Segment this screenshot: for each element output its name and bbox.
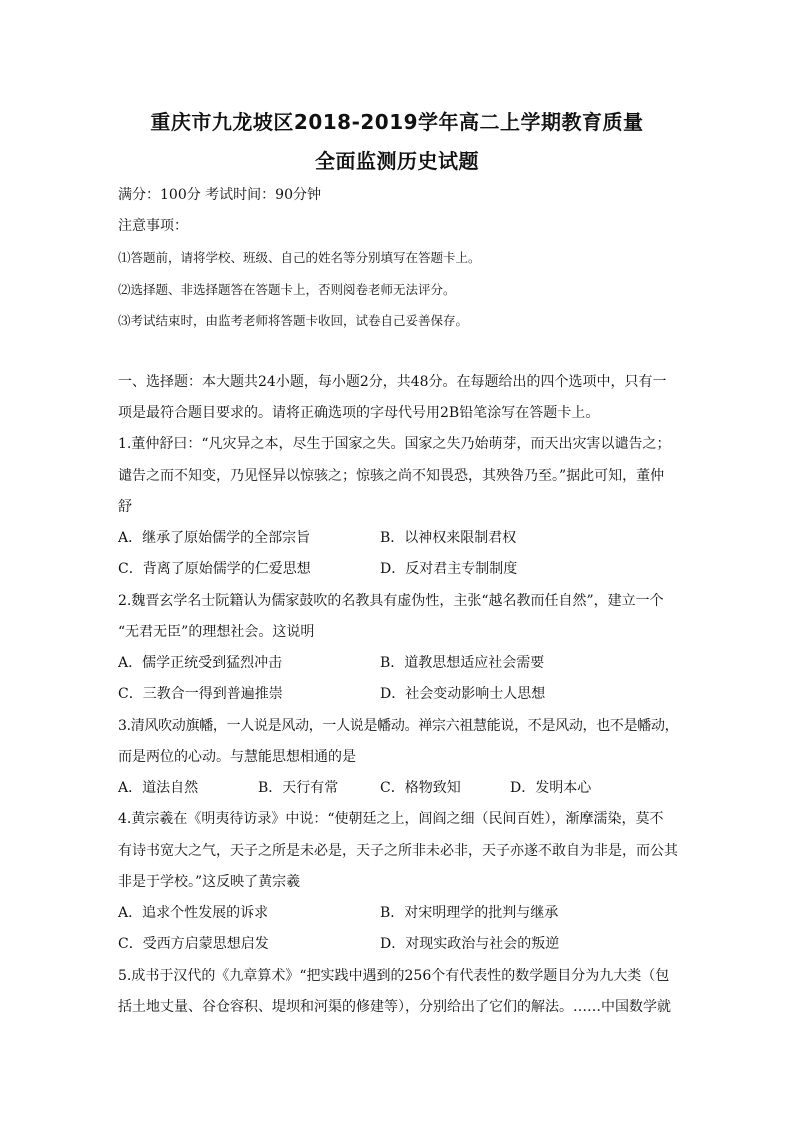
option-b: B．天行有常 (258, 780, 339, 796)
question-5-text: 5.成书于汉代的《九章算术》“把实践中遇到的256个有代表性的数学题目分为九大类（包 (118, 968, 670, 984)
option-d: D．反对君主专制制度 (380, 561, 518, 577)
question-1-text: 1.董仲舒曰：“凡灾异之本，尽生于国家之失。国家之失乃始萌芽，而天出灾害以谴告之； (118, 436, 671, 452)
question-4-text: 4.黄宗羲在《明夷待访录》中说：“使朝廷之上，闾阎之细（民间百姓），渐摩濡染，莫不 (118, 811, 664, 827)
question-3-text: 而是两位的心动。与慧能思想相通的是 (118, 749, 356, 765)
exam-title-line2: 全面监测历史试题 (315, 149, 479, 173)
note-item: ⑶考试结束时，由监考老师将答题卡收回，试卷自己妥善保存。 (118, 313, 469, 328)
question-4-options (118, 934, 678, 954)
option-b: B．道教思想适应社会需要 (380, 655, 545, 671)
notes-heading: 注意事项： (118, 218, 188, 234)
option-a: A．继承了原始儒学的全部宗旨 (118, 530, 311, 546)
question-1-options (118, 559, 678, 579)
option-b: B．以神权来限制君权 (380, 530, 517, 546)
question-3-text: 3.清风吹动旗幡，一人说是风动，一人说是幡动。禅宗六祖慧能说，不是风动，也不是幡动， (118, 718, 679, 734)
question-2-text: 2.魏晋玄学名士阮籍认为儒家鼓吹的名教具有虚伪性，主张“越名教而任自然”，建立一个 (118, 593, 664, 609)
option-b: B．对宋明理学的批判与继承 (380, 905, 559, 921)
option-a: A．儒学正统受到猛烈冲击 (118, 655, 283, 671)
note-item: ⑵选择题、非选择题答在答题卡上，否则阅卷老师无法评分。 (118, 282, 456, 297)
question-1-text: 谴告之而不知变，乃见怪异以惊骇之；惊骇之尚不知畏恐，其殃咎乃至。”据此可知，董仲 (118, 468, 665, 484)
option-a: A．追求个性发展的诉求 (118, 905, 269, 921)
question-1-options (118, 528, 678, 548)
question-3-options (118, 778, 678, 798)
option-c: C．受西方启蒙思想启发 (118, 936, 269, 952)
option-d: D．社会变动影响士人思想 (380, 686, 546, 702)
question-4-text: 非是于学校。”这反映了黄宗羲 (118, 874, 301, 890)
question-2-text: “无君无臣”的理想社会。这说明 (118, 624, 315, 640)
question-5-text: 括土地丈量、谷仓容积、堤坝和河渠的修建等），分别给出了它们的解法。……中国数学就 (118, 999, 671, 1015)
exam-title-line1: 重庆市九龙坡区2018-2019学年高二上学期教育质量 (150, 110, 644, 134)
note-item: ⑴答题前，请将学校、班级、自己的姓名等分别填写在答题卡上。 (118, 250, 481, 265)
option-a: A．道法自然 (118, 780, 199, 796)
question-4-options (118, 903, 678, 923)
question-1-text: 舒 (118, 499, 132, 515)
question-4-text: 有诗书宽大之气，天子之所是未必是，天子之所非未必非，天子亦遂不敢自为非是，而公其 (118, 843, 678, 859)
option-c: C．格物致知 (380, 780, 461, 796)
option-c: C．三教合一得到普遍推崇 (118, 686, 283, 702)
question-2-options (118, 653, 678, 673)
section-instructions: 一、选择题：本大题共24小题，每小题2分，共48分。在每题给出的四个选项中，只有一 (118, 374, 667, 390)
option-d: D．对现实政治与社会的叛逆 (380, 936, 560, 952)
question-2-options (118, 684, 678, 704)
option-d: D．发明本心 (510, 780, 592, 796)
section-instructions: 项是最符合题目要求的。请将正确选项的字母代号用2B铅笔涂写在答题卡上。 (118, 405, 600, 421)
option-c: C．背离了原始儒学的仁爱思想 (118, 561, 311, 577)
exam-meta: 满分：100分 考试时间：90分钟 (118, 187, 321, 203)
